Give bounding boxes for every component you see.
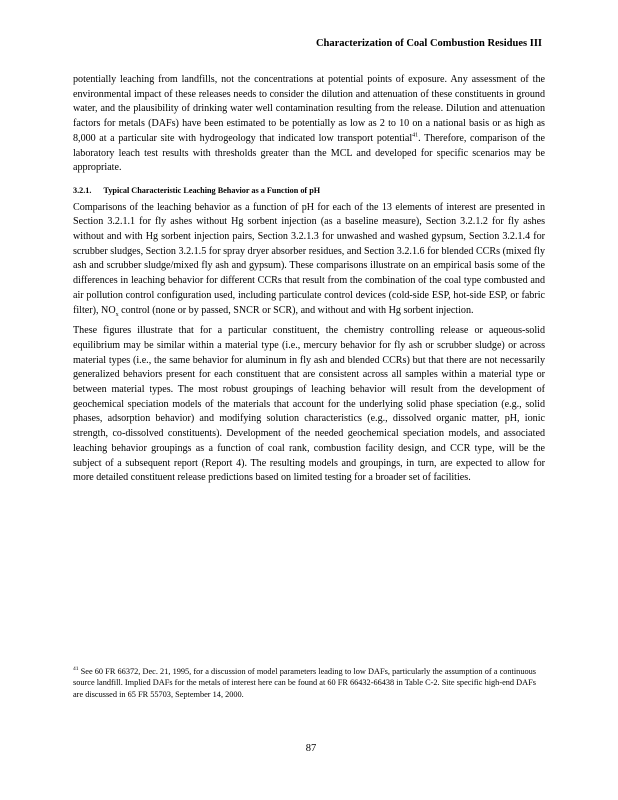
paragraph-comparisons	[73, 201, 545, 319]
paragraph-intro-text-end: . Therefore, comparison of the laboratory leach test results with thresholds greater than the MCL and developed for specific scenarios may be appropriate.	[73, 132, 546, 174]
paragraph-comparisons-text-end: control (none or by passed, SNCR or SCR), and without and with Hg sorbent injection.	[118, 304, 474, 316]
footnote-marker: 41	[73, 666, 79, 673]
section-title: Typical Characteristic Leaching Behavior as a Function of pH	[103, 185, 321, 195]
nox-subscript: x	[115, 311, 119, 318]
footnote	[73, 666, 536, 700]
footnote-reference: 41	[412, 132, 419, 139]
page-number: 87	[305, 743, 317, 754]
footnote-text: See 60 FR 66372, Dec. 21, 1995, for a discussion of model parameters leading to low DAFs, particularly the assumption of a continuous source landfill. Implied DAFs for the metals of interest here can be found at 60 FR 66432-66438 in Table C-2. Site specific high-end DAFs are discussed in 65 FR 55703, September 14, 2000.	[73, 667, 536, 699]
running-header: Characterization of Coal Combustion Residues III	[315, 38, 542, 49]
paragraph-intro-text: potentially leaching from landfills, not the concentrations at potential points of exposure. Any assessment of the environmental impact of these releases needs to consider the dilution and attenuation of these constituents in ground water, and the plausibility of drinking water well contamination resulting from the release. Dilution and attenuation factors for metals (DAFs) have been estimated to be potentially as low as 2 to 10 on a national basis or as high as 8,000 at a particular site with hydrogeology that indicated low transport potential	[73, 74, 545, 144]
section-heading	[73, 184, 545, 199]
paragraph-comparisons-text: Comparisons of the leaching behavior as a function of pH for each of the 13 elements of interest are presented in Section 3.2.1.1 for fly ashes without Hg sorbent injection (as a baseline measure), Section 3.2.1.2 for fly ashes without and with Hg sorbent injection pairs, Section 3.2.1.3 for unwashed and washed gypsum, Section 3.2.1.4 for scrubber sludges, Section 3.2.1.5 for spray dryer absorber residues, and Section 3.2.1.6 for blended CCRs (mixed fly ash and scrubber sludge/mixed fly ash and gypsum). These comparisons illustrate on an empirical basis some of the differences in leaching behavior for different CCRs that result from the combination of the coal type combusted and air pollution control configuration used, including particulate control devices (cold-side ESP, hot-side ESP, or fabric filter), NO	[73, 201, 545, 316]
section-number: 3.2.1.	[73, 185, 92, 195]
paragraph-intro	[73, 73, 545, 176]
paragraph-figures: These figures illustrate that for a particular constituent, the chemistry controlling release or aqueous-solid equilibrium may be similar within a material type (i.e., mercury behavior for fly ash or scrubber sludge) or across material types (i.e., the same behavior for aluminum in fly ash and blended CCRs) but that there are not necessarily generalized behaviors present for each constituent that are consistent across all samples within a material type or between material types. The most robust groupings of leaching behavior will result from the development of geochemical speciation models of the materials that account for the underlying solid phase speciation (e.g., solid phases, adsorption behavior) and modifying solution characteristics (e.g., dissolved organic matter, pH, ionic strength, co-dissolved constituents). Development of the needed geochemical speciation models, and associated leaching behavior groupings as a function of coal rank, combustion facility design, and CCR type, will be the subject of a subsequent report (Report 4). The resulting models and groupings, in turn, are expected to allow for more detailed constituent release predictions based on limited testing for a broader set of facilities.	[73, 325, 545, 484]
page-body	[73, 73, 545, 492]
